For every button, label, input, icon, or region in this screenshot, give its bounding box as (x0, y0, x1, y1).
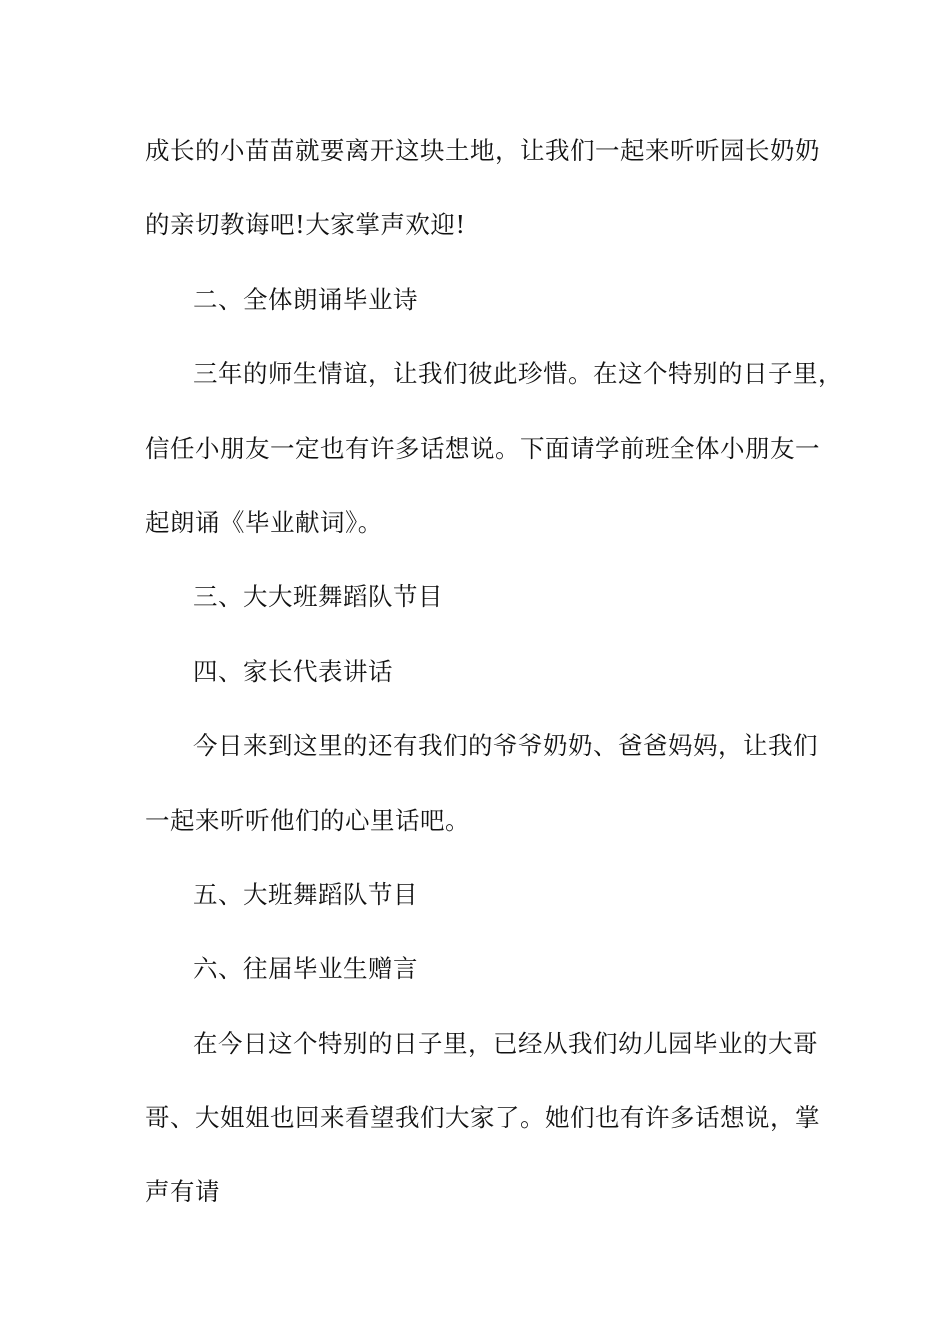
paragraph-start: 在今日这个特别的日子里，已经从我们幼儿园毕业的大哥 (193, 1028, 818, 1058)
text-line: 的亲切教诲吧!大家掌声欢迎! (145, 210, 466, 240)
section-heading: 五、大班舞蹈队节目 (193, 879, 418, 909)
text-line: 成长的小苗苗就要离开这块土地，让我们一起来听听园长奶奶 (145, 136, 820, 165)
paragraph-start: 今日来到这里的还有我们的爷爷奶奶、爸爸妈妈，让我们 (193, 731, 818, 761)
section-heading: 三、大大班舞蹈队节目 (193, 582, 443, 612)
section-heading: 四、家长代表讲话 (193, 656, 393, 686)
document-body (145, 114, 843, 1230)
text-line: 信任小朋友一定也有许多话想说。下面请学前班全体小朋友一 (145, 433, 820, 463)
text-line: 声有请 (145, 1177, 220, 1207)
text-line: 一起来听听他们的心里话吧。 (145, 805, 470, 835)
text-line: 哥、大姐姐也回来看望我们大家了。她们也有许多话想说，掌 (145, 1103, 820, 1133)
paragraph-start: 三年的师生情谊，让我们彼此珍惜。在这个特别的日子里， (193, 359, 843, 389)
text-line: 起朗诵《毕业献词》。 (145, 507, 383, 537)
section-heading: 二、全体朗诵毕业诗 (193, 284, 418, 314)
section-heading: 六、往届毕业生赠言 (193, 954, 418, 984)
